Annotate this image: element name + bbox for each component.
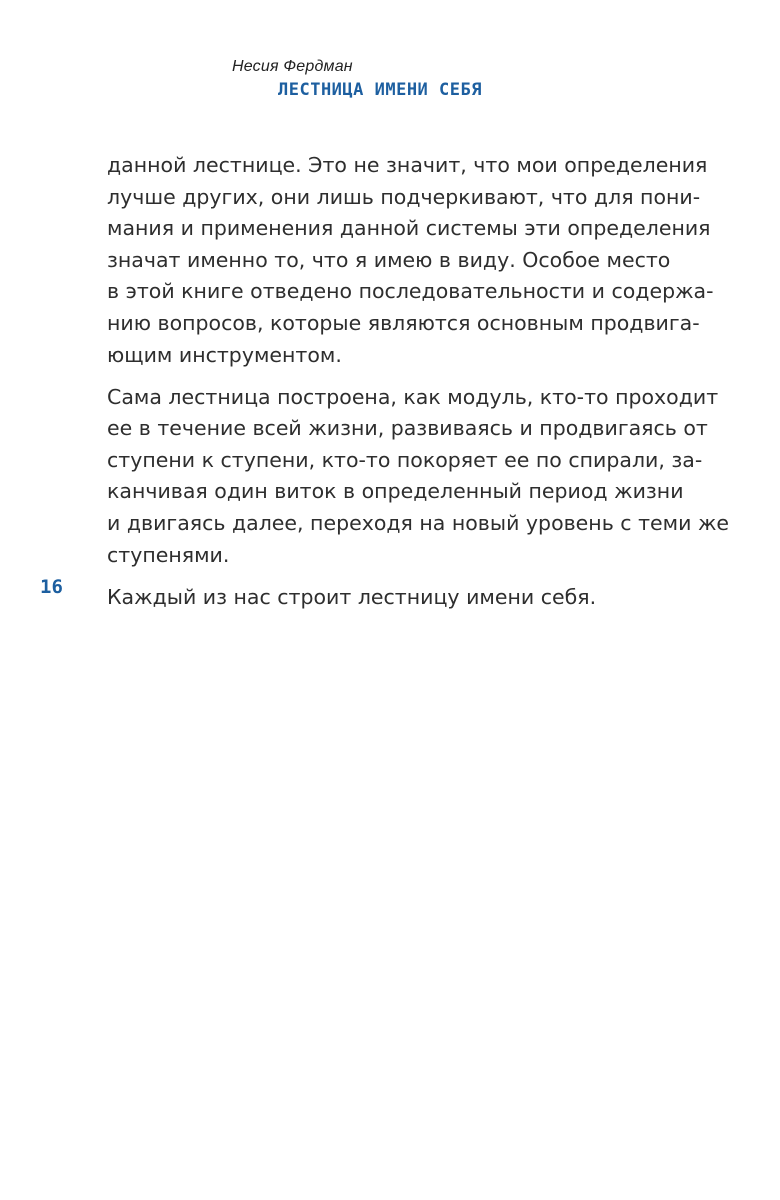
text-line: ее в течение всей жизни, развиваясь и продвигаясь от bbox=[107, 416, 708, 441]
text-line: и двигаясь далее, переходя на новый уровень с теми же bbox=[107, 511, 730, 536]
paragraph bbox=[107, 382, 730, 572]
paragraph bbox=[107, 582, 667, 614]
text-line: данной лестнице. Это не значит, что мои определения bbox=[107, 153, 708, 177]
text-line: ступенями. bbox=[107, 542, 230, 567]
text-line: Сама лестница построена, как модуль, кто-то проходит bbox=[107, 384, 719, 409]
text-line: ступени к ступени, кто-то покоряет ее по спирали, за- bbox=[107, 447, 703, 472]
text-line: в этой книге отведено последовательности и содержа- bbox=[107, 279, 714, 304]
page-number: 16 bbox=[40, 576, 63, 598]
text-line: канчивая один виток в определенный период жизни bbox=[107, 479, 684, 504]
author-name: Несия Фердман bbox=[232, 58, 353, 75]
book-title: ЛЕСТНИЦА ИМЕНИ СЕБЯ bbox=[278, 80, 482, 100]
text-line: лучше других, они лишь подчеркивают, что для пони- bbox=[107, 184, 701, 209]
text-line: Каждый из нас строит лестницу имени себя. bbox=[107, 584, 597, 609]
paragraph bbox=[107, 150, 714, 371]
text-line: мания и применения данной системы эти определения bbox=[107, 216, 711, 241]
text-line: нию вопросов, которые являются основным продвига- bbox=[107, 310, 700, 335]
text-line: ющим инструментом. bbox=[107, 342, 342, 367]
body-text bbox=[107, 150, 730, 613]
text-line: значат именно то, что я имею в виду. Особое место bbox=[107, 247, 671, 272]
